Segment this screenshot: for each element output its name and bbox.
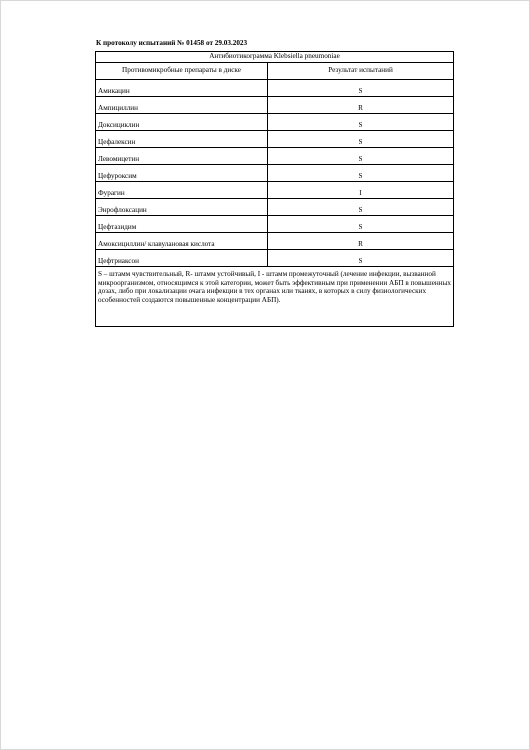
table-title: Антибиотикограмма Klebsiella pneumoniae (96, 52, 454, 63)
column-header-drug: Противомикробные препараты в диске (96, 63, 268, 80)
table-row (96, 114, 454, 131)
column-header-result: Результат испытаний (268, 63, 454, 80)
table-row (96, 182, 454, 199)
drug-name: Цефтриаксон (96, 250, 268, 267)
test-result: S (268, 114, 454, 131)
table-row (96, 148, 454, 165)
test-result: S (268, 148, 454, 165)
test-result: S (268, 165, 454, 182)
table-row (96, 233, 454, 250)
test-result: S (268, 250, 454, 267)
table-row (96, 80, 454, 97)
drug-name: Цефалексин (96, 131, 268, 148)
table-row (96, 165, 454, 182)
antibiogram-table (95, 51, 454, 327)
table-row (96, 97, 454, 114)
drug-name: Амоксициллин/ клавулановая кислота (96, 233, 268, 250)
table-title-row (96, 52, 454, 63)
drug-name: Фурагин (96, 182, 268, 199)
test-result: R (268, 233, 454, 250)
drug-name: Энрофлоксацин (96, 199, 268, 216)
protocol-header: К протоколу испытаний № 01458 от 29.03.2023 (96, 39, 248, 47)
test-result: S (268, 80, 454, 97)
drug-name: Амикацин (96, 80, 268, 97)
table-row (96, 131, 454, 148)
legend-row (96, 267, 454, 327)
drug-name: Цефуроксим (96, 165, 268, 182)
drug-name: Ампициллин (96, 97, 268, 114)
test-result: S (268, 131, 454, 148)
table-header-row (96, 63, 454, 80)
test-result: S (268, 216, 454, 233)
legend-text: S – штамм чувствительный, R- штамм устойчивый, I - штамм промежуточный (лечение инфекции, вызванной микроорганизмом, относящимся к этой категории, может быть эффективным при применении АБП в повышенных дозах, либо при локализации очага инфекции в тех органах или тканях, в которых в силу физиологических особенностей создаются повышенные концентрации АБП). (96, 267, 454, 327)
drug-name: Левомицетин (96, 148, 268, 165)
drug-name: Доксициклин (96, 114, 268, 131)
test-result: I (268, 182, 454, 199)
table-row (96, 250, 454, 267)
test-result: S (268, 199, 454, 216)
test-result: R (268, 97, 454, 114)
table-row (96, 199, 454, 216)
drug-name: Цефтазидим (96, 216, 268, 233)
table-row (96, 216, 454, 233)
